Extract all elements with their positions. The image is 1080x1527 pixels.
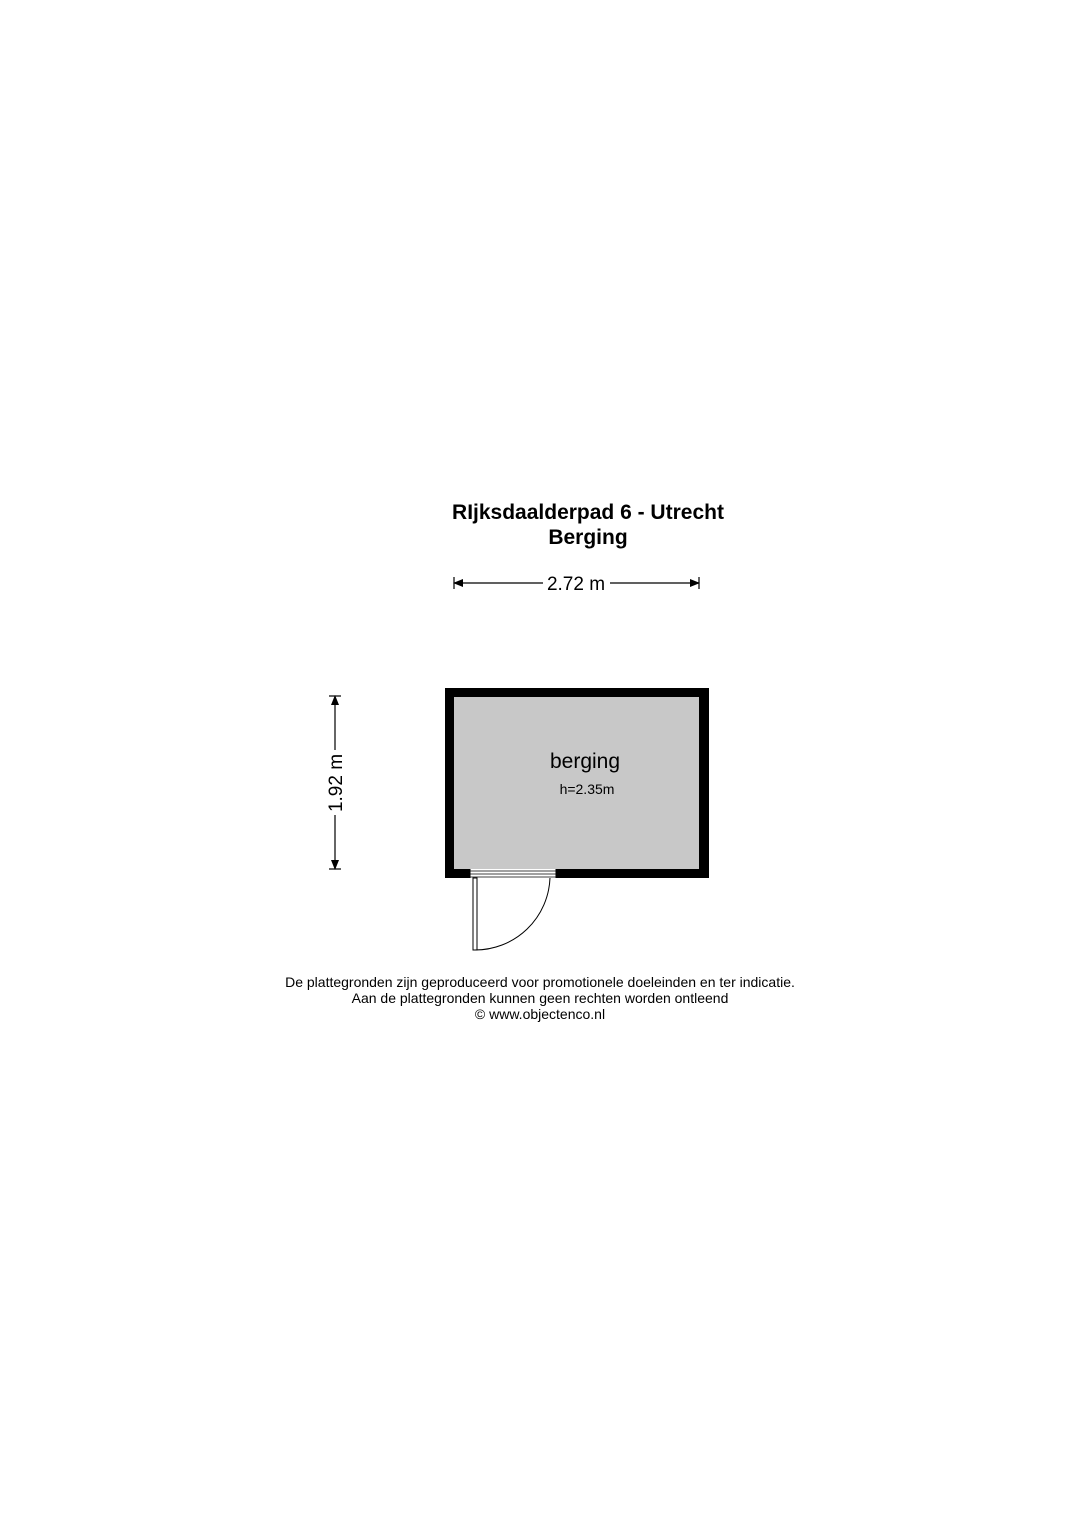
- plan-title-address: RIjksdaalderpad 6 - Utrecht: [452, 501, 724, 524]
- door-leaf: [473, 878, 477, 950]
- room-height: h=2.35m: [559, 781, 615, 797]
- room-name: berging: [549, 750, 621, 773]
- disclaimer-line-2: Aan de plattegronden kunnen geen rechten worden ontleend: [351, 990, 729, 1006]
- disclaimer-line-1: De plattegronden zijn geproduceerd voor promotionele doeleinden en ter indicatie.: [285, 974, 795, 990]
- height-dimension: [326, 695, 347, 870]
- plan-title-floor: Berging: [548, 526, 628, 549]
- copyright-link[interactable]: © www.objectenco.nl: [474, 1006, 606, 1022]
- width-dimension: [453, 574, 700, 595]
- room-berging: [445, 688, 709, 950]
- door-swing-arc: [475, 878, 550, 950]
- height-label: 1.92 m: [326, 753, 347, 813]
- width-label: 2.72 m: [546, 574, 606, 595]
